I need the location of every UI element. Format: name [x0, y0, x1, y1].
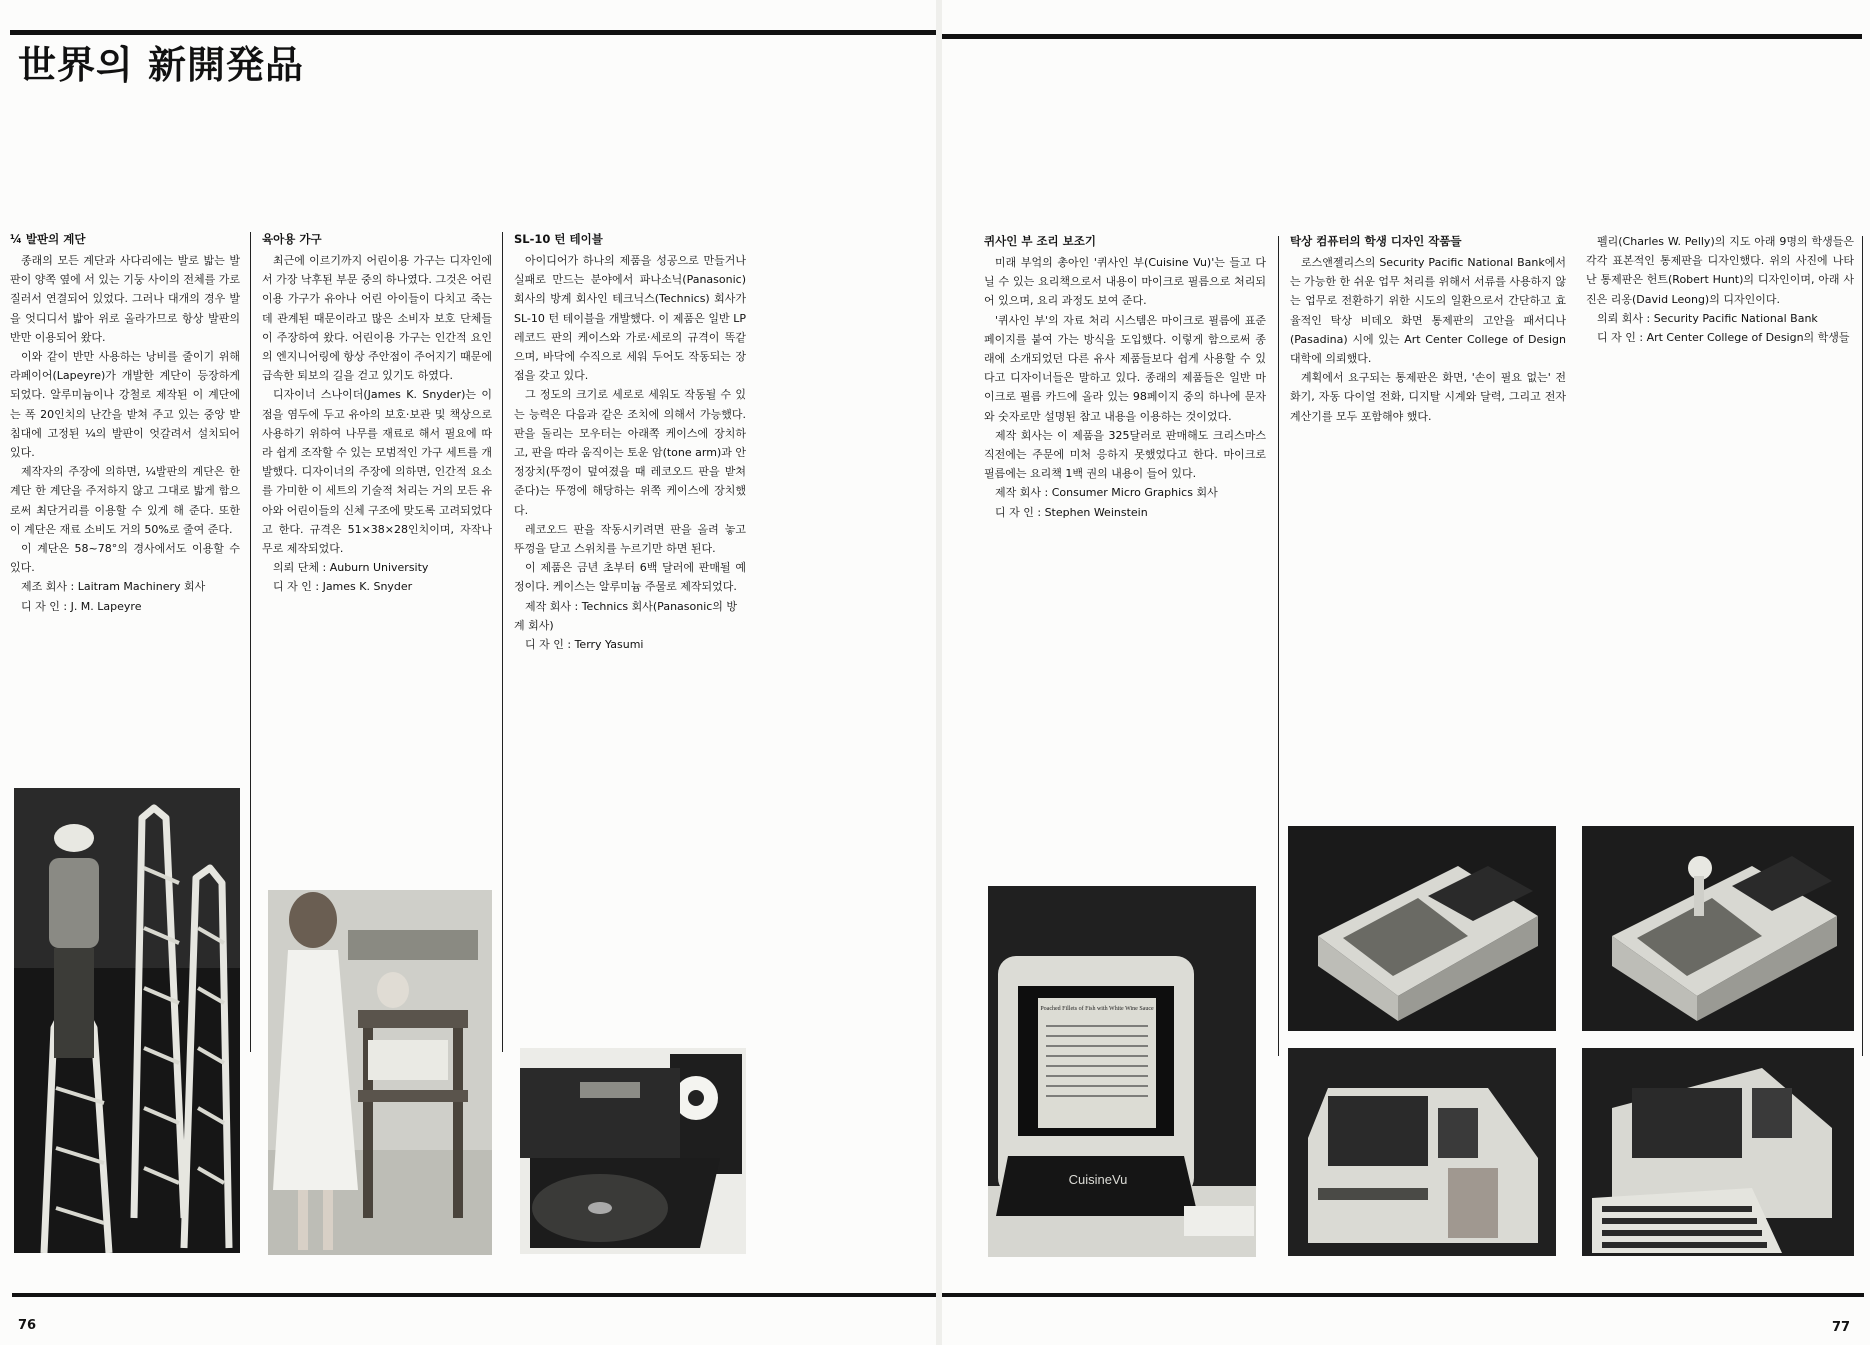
page-number: 77: [1832, 1320, 1851, 1335]
bottom-rule: [12, 1293, 936, 1297]
paragraph: 아이디어가 하나의 제품을 성공으로 만들거나 실패로 만드는 분야에서 파나소닉(Panasonic) 회사의 방계 회사인 테크닉스(Technics) 회사가 SL-10 턴 테이블을 개발했다. 이 제품은 일반 LP 레코드 판의 케이스와 가로·세로의 규격이 똑같으며, 바닥에 수직으로 세워 두어도 작동되는 장점을 갖고 있다.: [514, 254, 746, 383]
infant-furniture-photo: [268, 890, 492, 1255]
paragraph: 디자이너 스나이더(James K. Snyder)는 이 점을 염두에 두고 유아의 보호·보관 및 책상으로 사용하기 위하여 나무를 재료로 해서 필요에 따라 쉽게 조작할 수 있는 모범적인 가구 세트를 개발했다. 디자이너의 주장에 의하면, 인간적 요소를 가미한 이 세트의 기술적 처리는 거의 모든 유아와 어린이들의 신체 구조에 맞도록 고려되었다고 한다. 규격은 51×38×28인치이며, 자작나무로 제작되었다.: [262, 388, 493, 556]
bottom-rule: [942, 1293, 1864, 1297]
article-heading: 퀴사인 부 조리 보조기: [984, 234, 1096, 248]
credit-line: 디 자 인 : Art Center College of Design의 학생들: [1597, 331, 1850, 345]
credit-line: 제작 회사 : Technics 회사(Panasonic의 방계 회사): [514, 599, 738, 632]
column-divider: [502, 232, 503, 1052]
credit-line: 제작 회사 : Consumer Micro Graphics 회사: [995, 486, 1218, 500]
column-divider: [250, 232, 251, 1052]
desktop-console-photo-4: [1582, 1048, 1854, 1256]
article-heading: 육아용 가구: [262, 232, 322, 246]
article-heading: SL-10 턴 테이블: [514, 232, 603, 246]
article-desktop-computer: [1290, 232, 1566, 426]
recipe-heading-text: Poached Fillets of Fish with White Wine Sauce: [1040, 1006, 1154, 1012]
article-desktop-computer-continued: [1586, 232, 1854, 347]
credit-line: 디 자 인 : Terry Yasumi: [525, 638, 644, 652]
paragraph: 종래의 모든 계단과 사다리에는 발로 밟는 발판이 양쪽 옆에 서 있는 기둥 사이의 전체를 가로질러서 연결되어 있었다. 그러나 대개의 경우 발을 엇디디서 밟아 위로 올라가므로 항상 발판의 반만 이용되어 왔다.: [10, 254, 240, 344]
article-heading: 탁상 컴퓨터의 학생 디자인 작품들: [1290, 234, 1462, 248]
turntable-photo: [520, 1048, 746, 1254]
article-heading: ¼ 발판의 계단: [10, 232, 86, 246]
top-rule: [942, 34, 1862, 39]
column-divider: [1278, 236, 1279, 1056]
paragraph: 최근에 이르기까지 어린이용 가구는 디자인에서 가장 낙후된 부문 중의 하나였다. 그것은 어린이용 가구가 유아나 어린 아이들이 다치고 죽는데 관계된 때문이라고 많은 소비자 보호 단체들이 주장하여 왔다. 어린이용 가구는 인간적 요인의 엔지니어링에 항상 주안점이 주어지기 때문에 급속한 퇴보의 길을 걷고 있기도 하였다.: [262, 254, 493, 383]
column-divider: [1862, 236, 1863, 1056]
paragraph: '퀴사인 부'의 자료 처리 시스템은 마이크로 필름에 표준 페이지를 붙여 가는 방식을 도입했다. 이렇게 함으로써 종래에 소개되었던 다른 유사 제품들보다 쉽게 사용할 수 있다고 디자이너들은 말하고 있다. 종래의 제품들은 일반 마이크로 필름 카드에 올라 있는 98페이지 중의 하나에 문자와 숫자로만 설명된 참고 내용을 이용하는 것이었다.: [984, 313, 1266, 423]
cuisine-brand-text: CuisineVu: [1068, 1172, 1128, 1187]
paragraph: 제작자의 주장에 의하면, ¼발판의 계단은 한 계단 한 계단을 주저하지 않고 그대로 밟게 함으로써 최단거리를 이용할 수 있게 해 준다. 또한 이 계단은 재료 소비도 거의 50%로 줄여 준다.: [10, 465, 240, 536]
desktop-console-photo-1: [1288, 826, 1556, 1031]
credit-line: 디 자 인 : James K. Snyder: [273, 580, 413, 594]
article-quarter-step-stair: [10, 230, 240, 616]
article-turntable: [514, 230, 746, 654]
paragraph: 이와 같이 반만 사용하는 낭비를 줄이기 위해 라페이어(Lapeyre)가 개발한 계단이 등장하게 되었다. 알루미늄이나 강철로 제작된 이 계단에는 폭 20인치의 난간을 받쳐 주고 있는 중앙 받침대에 고정된 ¼의 발판이 엇갈려서 설치되어 있다.: [10, 350, 240, 460]
paragraph: 제작 회사는 이 제품을 325달러로 판매해도 크리스마스 직전에는 주문에 미처 응하지 못했었다고 한다. 마이크로 필름에는 요리책 1백 권의 내용이 들어 있다.: [984, 428, 1266, 481]
paragraph: 계획에서 요구되는 통제판은 화면, '손이 필요 없는' 전화기, 자동 다이얼 전화, 디지탈 시계와 달력, 그리고 전자 계산기를 모두 포함해야 했다.: [1290, 371, 1566, 423]
paragraph: 레코오드 판을 작동시키려면 판을 올려 놓고 뚜껑을 닫고 스위치를 누르기만 하면 된다.: [514, 522, 746, 556]
paragraph: 미래 부엌의 총아인 '퀴사인 부(Cuisine Vu)'는 들고 다닐 수 있는 요리책으로서 내용이 마이크로 필름으로 처리되어 있으며, 요리 과정도 보여 준다.: [984, 256, 1266, 308]
right-page: [942, 0, 1870, 1345]
paragraph: 펠리(Charles W. Pelly)의 지도 아래 9명의 학생들은 각각 표본적인 통제판을 디자인했다. 위의 사진에 나타난 통제판은 헌트(Robert Hunt)의 디자인이며, 아래 사진은 리옹(David Leong)의 디자인이다.: [1586, 235, 1854, 306]
desktop-console-photo-2: [1582, 826, 1854, 1031]
paragraph: 이 계단은 58~78°의 경사에서도 이용할 수 있다.: [10, 542, 240, 575]
paragraph: 로스앤젤리스의 Security Pacific National Bank에서는 가능한 한 쉬운 업무 처리를 위해서 서류를 사용하지 않는 업무로 전환하기 위한 시도의 일환으로서 간단하고 효율적인 탁상 비데오 화면 통제판의 고안을 패서디나(Pasadina) 시에 있는 Art Center College of Design 대학에 의뢰했다.: [1290, 256, 1566, 366]
paragraph: 이 제품은 금년 초부터 6백 달러에 판매될 예정이다. 케이스는 알루미늄 주물로 제작되었다.: [514, 561, 746, 594]
desktop-console-photo-3: [1288, 1048, 1556, 1256]
paragraph: 그 정도의 크기로 세로로 세워도 작동될 수 있는 능력은 다음과 같은 조치에 의해서 가능했다. 판을 돌리는 모우터는 아래쪽 케이스에 장치하고, 판을 따라 움직이는 토운 암(tone arm)과 안정장치(뚜껑이 덮여졌을 때 레코오드 판을 받쳐 준다)는 뚜껑에 해당하는 위쪽 케이스에 장치했다.: [514, 388, 746, 517]
page-title: 世界의 新開発品: [18, 43, 304, 87]
credit-line: 제조 회사 : Laitram Machinery 회사: [21, 580, 206, 594]
page-number: 76: [18, 1318, 37, 1333]
credit-line: 의뢰 회사 : Security Pacific National Bank: [1597, 311, 1818, 325]
cuisine-vu-photo: [988, 886, 1256, 1257]
stair-photo: [14, 788, 240, 1253]
credit-line: 디 자 인 : Stephen Weinstein: [995, 505, 1148, 519]
article-infant-furniture: [262, 230, 492, 597]
article-cuisine-vu: [984, 232, 1266, 522]
credit-line: 디 자 인 : J. M. Lapeyre: [21, 599, 142, 613]
credit-line: 의뢰 단체 : Auburn University: [273, 561, 429, 575]
